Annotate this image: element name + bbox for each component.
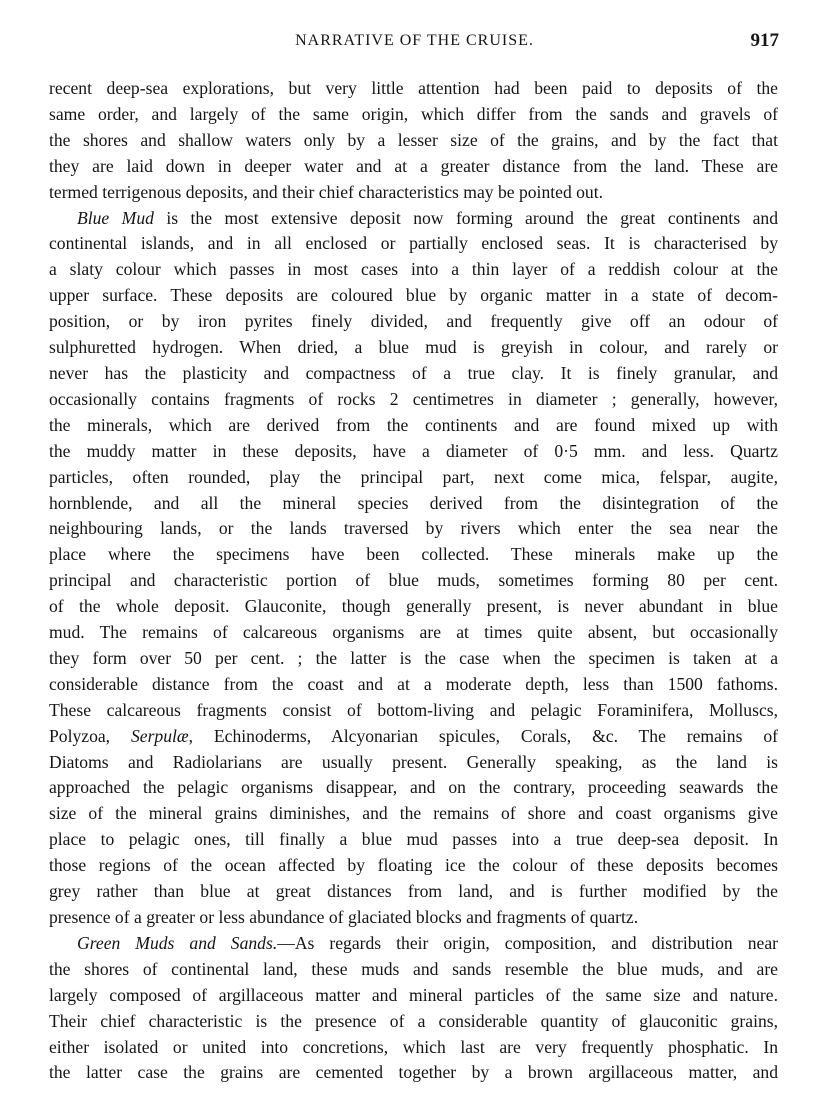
text-fragment: , Echinoderms, Alcyonarian spicules, Corals, &c. The remains of [188,725,778,746]
text-line: size of the mineral grains diminishes, and the remains of shore and coast organisms give [49,803,778,824]
text-line: neighbouring lands, or the lands traversed by rivers which enter the sea near the [49,518,778,539]
text-line: a slaty colour which passes in most cases into a thin layer of a reddish colour at the [49,259,778,280]
section-heading-blue-mud: Blue Mud [77,207,154,228]
text-line: place where the specimens have been collected. These minerals make up the [49,544,778,565]
text-fragment: —As regards their origin, composition, and distribution near [277,932,778,953]
text-line: they form over 50 per cent. ; the latter is the case when the specimen is taken at a [49,647,778,668]
text-line: approached the pelagic organisms disappear, and on the contrary, proceeding seawards the [49,777,778,798]
text-line: grey rather than blue at great distances from land, and is further modified by the [49,881,778,902]
text-line: those regions of the ocean affected by floating ice the colour of these deposits becomes [49,855,778,876]
text-line: These calcareous fragments consist of bottom-living and pelagic Foraminifera, Molluscs, [49,699,778,720]
text-line: same order, and largely of the same origin, which differ from the sands and gravels of [49,103,778,124]
text-line [49,206,778,232]
text-line: Their chief characteristic is the presence of a considerable quantity of glauconitic grains, [49,1010,778,1031]
text-line: hornblende, and all the mineral species derived from the disintegration of the [49,492,778,513]
text-line: never has the plasticity and compactness of a true clay. It is finely granular, and [49,362,778,383]
text-line: the muddy matter in these deposits, have a diameter of 0·5 mm. and less. Quartz [49,440,778,461]
text-line: the minerals, which are derived from the continents and are found mixed up with [49,414,778,435]
text-line: presence of a greater or less abundance of glaciated blocks and fragments of quartz. [49,907,639,927]
text-fragment: is the most extensive deposit now forming around the great continents and [153,207,778,228]
text-line: upper surface. These deposits are coloured blue by organic matter in a state of decom- [49,285,778,306]
text-line: the shores and shallow waters only by a lesser size of the grains, and by the fact that [49,129,778,150]
text-line [49,931,778,957]
paragraph-blue-mud [49,206,778,931]
text-line: Diatoms and Radiolarians are usually present. Generally speaking, as the land is [49,751,778,772]
text-line: recent deep-sea explorations, but very little attention had been paid to deposits of the [49,78,778,98]
text-line: principal and characteristic portion of blue muds, sometimes forming 80 per cent. [49,570,778,591]
text-line: of the whole deposit. Glauconite, though generally present, is never abundant in blue [49,596,778,617]
text-line: considerable distance from the coast and at a moderate depth, less than 1500 fathoms. [49,673,778,694]
italic-term: Serpulæ [130,725,189,746]
text-line: occasionally contains fragments of rocks 2 centimetres in diameter ; generally, however, [49,388,778,409]
text-line: position, or by iron pyrites finely divided, and frequently give off an odour of [49,311,778,332]
text-line: either isolated or united into concretions, which last are very frequently phosphatic. In [49,1036,778,1057]
text-line [49,724,778,750]
page-header [50,30,779,56]
text-line: sulphuretted hydrogen. When dried, a blue mud is greyish in colour, and rarely or [49,337,778,358]
paragraph-1 [49,76,778,206]
section-heading-green-muds: Green Muds and Sands. [77,932,278,953]
text-line: place to pelagic ones, till finally a blue mud passes into a true deep-sea deposit. In [49,829,778,850]
running-title: NARRATIVE OF THE CRUISE. [295,32,534,49]
text-line: continental islands, and in all enclosed or partially enclosed seas. It is characterised by [49,233,778,254]
text-fragment: Polyzoa, [49,725,131,746]
text-line: they are laid down in deeper water and at a greater distance from the land. These are [49,155,778,176]
page-number: 917 [750,30,779,51]
text-line: the shores of continental land, these muds and sands resemble the blue muds, and are [49,958,778,979]
text-line: mud. The remains of calcareous organisms are at times quite absent, but occasionally [49,622,778,643]
body-text [49,76,778,1086]
text-line: termed terrigenous deposits, and their chief characteristics may be pointed out. [49,181,604,202]
text-line: the latter case the grains are cemented together by a brown argillaceous matter, and [49,1062,778,1083]
text-line: largely composed of argillaceous matter and mineral particles of the same size and nature. [49,984,778,1005]
text-line: particles, often rounded, play the principal part, next come mica, felspar, augite, [49,466,778,487]
paragraph-green-muds [49,931,778,1086]
